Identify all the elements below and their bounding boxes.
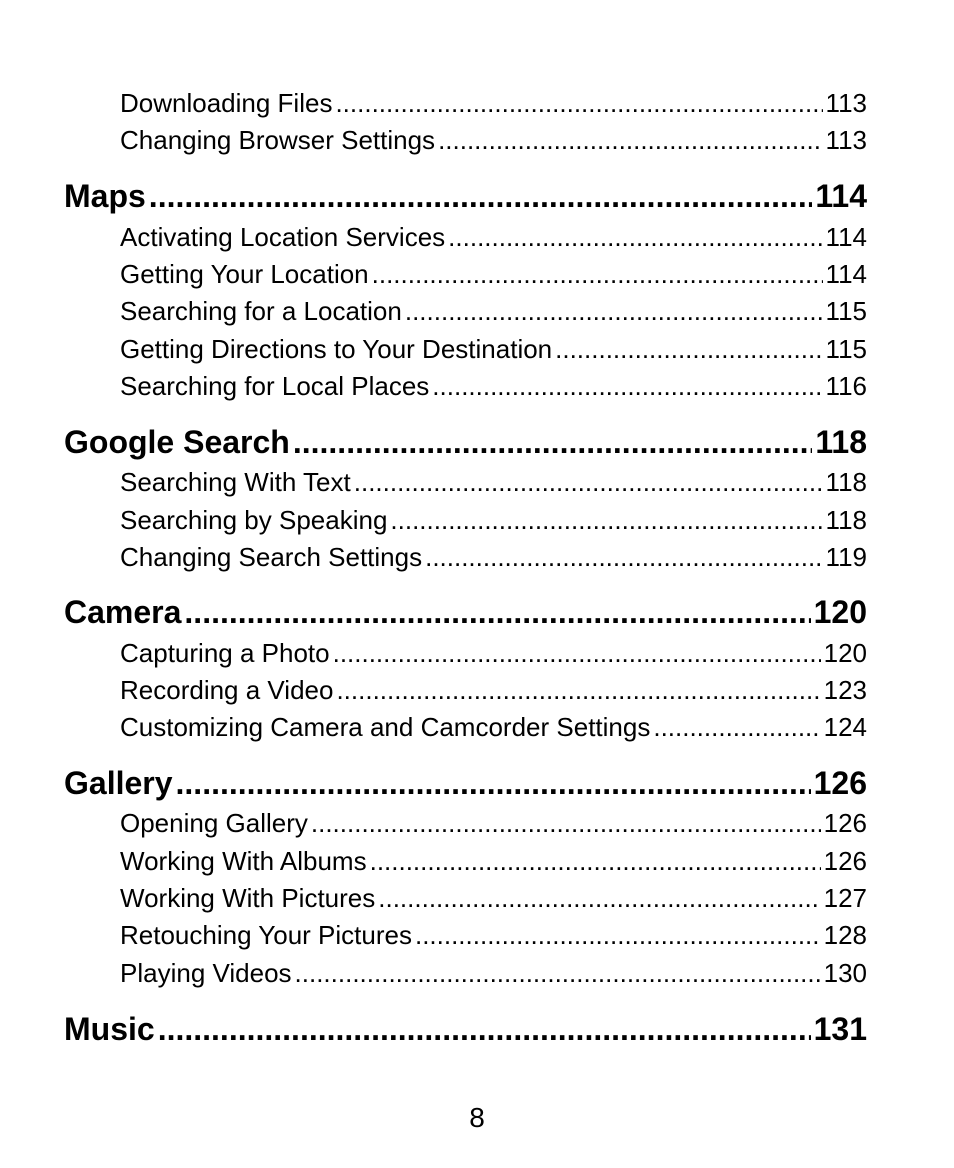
toc-entry-label: Changing Search Settings [120,542,423,572]
dot-leader [295,958,821,989]
dot-leader [293,424,813,461]
toc-entry-page: 115 [825,334,867,364]
toc-chapter-maps[interactable] [64,178,867,215]
toc-entry-page: 115 [825,296,867,326]
toc-chapter-label: Camera [64,594,182,630]
toc-chapter-page: 118 [815,424,867,460]
toc-entry-label: Downloading Files [120,88,333,118]
toc-entry-label: Getting Your Location [120,259,369,289]
dot-leader [354,467,823,498]
toc-entry-label: Capturing a Photo [120,638,330,668]
dot-leader [415,920,821,951]
toc-entry-label: Retouching Your Pictures [120,920,412,950]
toc-entry-opening-gallery[interactable] [120,808,867,839]
toc-entry-label: Opening Gallery [120,808,308,838]
toc-chapter-music[interactable] [64,1011,867,1048]
toc-entry-page: 118 [825,467,867,497]
toc-entry-downloading-files[interactable] [120,88,867,119]
toc-entry-working-with-albums[interactable] [120,846,867,877]
dot-leader [653,712,820,743]
toc-entry-getting-your-location[interactable] [120,259,867,290]
toc-entry-page: 126 [823,808,867,838]
toc-entry-page: 120 [823,638,867,668]
toc-chapter-page: 114 [815,178,867,214]
toc-entry-searching-with-text[interactable] [120,467,867,498]
toc-entry-label: Working With Pictures [120,883,376,913]
dot-leader [390,505,822,536]
toc-entry-searching-for-local-places[interactable] [120,371,867,402]
dot-leader [425,542,822,573]
dot-leader [370,846,821,877]
toc-entry-label: Searching With Text [120,467,351,497]
dot-leader [158,1011,811,1048]
dot-leader [448,222,822,253]
toc-entry-page: 128 [823,920,867,950]
dot-leader [149,178,813,215]
toc-entry-page: 116 [825,371,867,401]
toc-entry-label: Searching by Speaking [120,505,388,535]
toc-chapter-label: Maps [64,178,146,214]
toc-entry-changing-browser-settings[interactable] [120,125,867,156]
toc-entry-retouching-your-pictures[interactable] [120,920,867,951]
dot-leader [184,594,810,631]
toc-entry-capturing-a-photo[interactable] [120,638,867,669]
toc-entry-page: 130 [823,958,867,988]
toc-entry-page: 123 [823,675,867,705]
toc-entry-page: 113 [825,125,867,155]
dot-leader [311,808,821,839]
toc-chapter-page: 131 [813,1011,867,1047]
page-number: 8 [469,1102,485,1133]
toc-entry-label: Getting Directions to Your Destination [120,334,553,364]
toc-chapter-gallery[interactable] [64,765,867,802]
toc-entry-searching-for-a-location[interactable] [120,296,867,327]
toc-entry-label: Searching for Local Places [120,371,430,401]
dot-leader [378,883,820,914]
toc-entry-getting-directions[interactable] [120,334,867,365]
toc-entry-activating-location-services[interactable] [120,222,867,253]
toc-entry-label: Changing Browser Settings [120,125,436,155]
toc-chapter-camera[interactable] [64,594,867,631]
toc-entry-page: 124 [823,712,867,742]
dot-leader [336,675,820,706]
toc-entry-label: Working With Albums [120,846,367,876]
toc-entry-page: 113 [825,88,867,118]
toc-entry-changing-search-settings[interactable] [120,542,867,573]
toc-chapter-page: 120 [813,594,867,630]
toc-entry-label: Customizing Camera and Camcorder Settings [120,712,651,742]
dot-leader [405,296,823,327]
toc-entry-label: Recording a Video [120,675,334,705]
toc-entry-label: Playing Videos [120,958,292,988]
toc-entry-label: Activating Location Services [120,222,446,252]
dot-leader [333,638,821,669]
dot-leader [438,125,822,156]
dot-leader [432,371,822,402]
toc-entry-page: 114 [825,222,867,252]
toc-entry-page: 114 [825,259,867,289]
toc-chapter-label: Google Search [64,424,290,460]
toc-entry-page: 127 [823,883,867,913]
toc-entry-page: 119 [825,542,867,572]
dot-leader [335,88,822,119]
toc-chapter-label: Music [64,1011,155,1047]
toc-entry-searching-by-speaking[interactable] [120,505,867,536]
toc-chapter-label: Gallery [64,765,173,801]
toc-chapter-page: 126 [813,765,867,801]
toc-entry-label: Searching for a Location [120,296,402,326]
dot-leader [555,334,822,365]
toc-entry-page: 118 [825,505,867,535]
toc-entry-playing-videos[interactable] [120,958,867,989]
toc-entry-working-with-pictures[interactable] [120,883,867,914]
toc-chapter-google-search[interactable] [64,424,867,461]
toc-entry-customizing-camera[interactable] [120,712,867,743]
toc-entry-recording-a-video[interactable] [120,675,867,706]
dot-leader [372,259,823,290]
dot-leader [176,765,811,802]
toc-entry-page: 126 [823,846,867,876]
